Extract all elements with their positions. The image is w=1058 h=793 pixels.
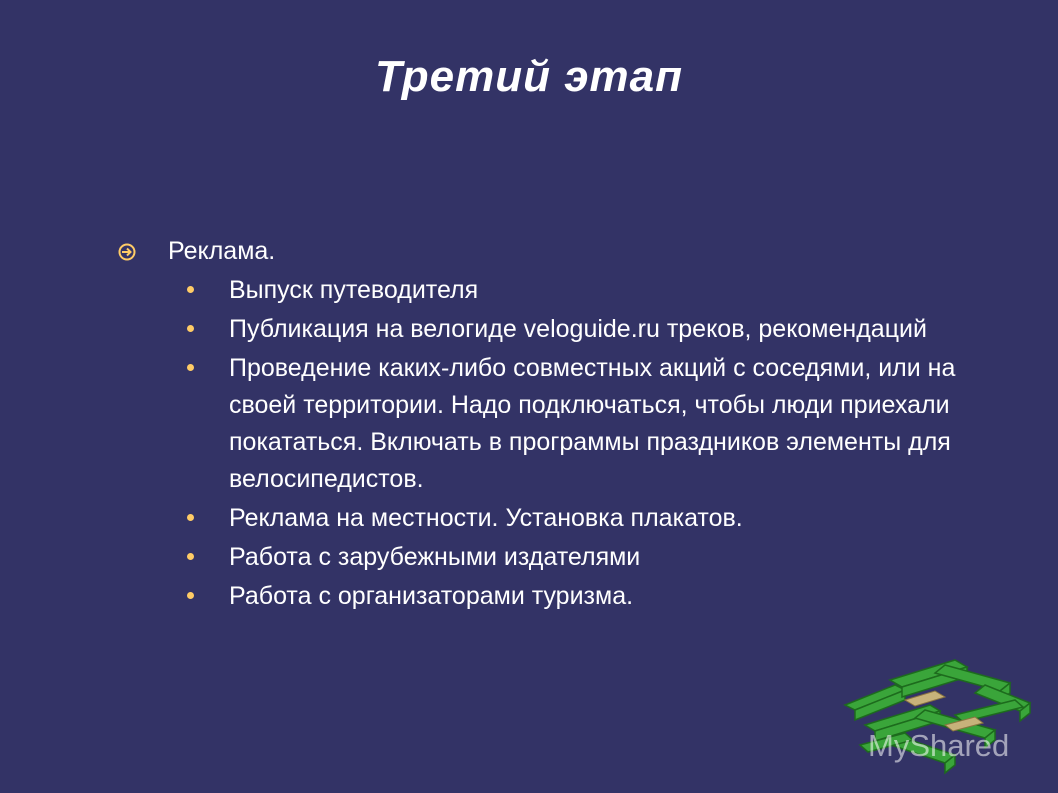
list-item: Проведение каких-либо совместных акций с соседями, или на своей территории. Надо подключаться, чтобы люди приехали покататься. Включать в программы праздников элементы для велосипедистов. xyxy=(118,350,998,498)
slide-content xyxy=(118,233,998,617)
bullet-dot-icon xyxy=(187,286,194,293)
sub-bullet-list xyxy=(118,272,998,615)
slide-title: Третий этап xyxy=(375,52,683,101)
bullet-dot-icon xyxy=(187,514,194,521)
main-bullet xyxy=(118,233,998,270)
main-bullet-text: Реклама. xyxy=(168,237,276,265)
bullet-dot-icon xyxy=(187,364,194,371)
bullet-dot-icon xyxy=(187,592,194,599)
list-item: Выпуск путеводителя xyxy=(118,272,998,309)
watermark-text: MyShared xyxy=(868,728,1010,763)
arrow-bullet-icon xyxy=(118,243,136,261)
list-item: Работа с организаторами туризма. xyxy=(118,578,998,615)
list-item: Публикация на велогиде veloguide.ru треков, рекомендаций xyxy=(118,311,998,348)
bullet-dot-icon xyxy=(187,325,194,332)
list-item: Реклама на местности. Установка плакатов. xyxy=(118,500,998,537)
bullet-dot-icon xyxy=(187,553,194,560)
list-item: Работа с зарубежными издателями xyxy=(118,539,998,576)
